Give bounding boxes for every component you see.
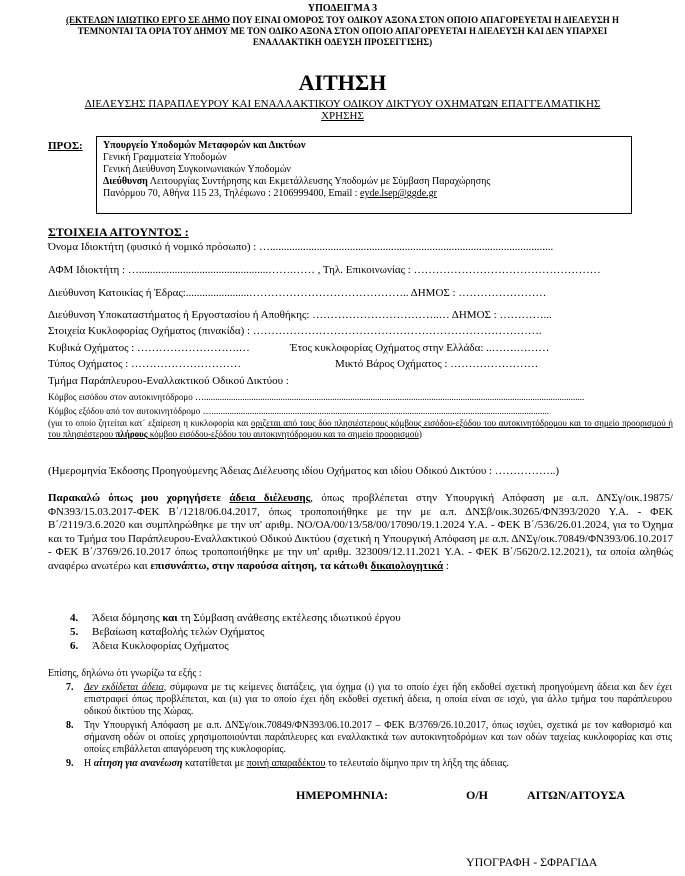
vehicle-type-field[interactable]: Τύπος Οχήματος : ………………………… [48, 358, 241, 370]
owner-name-field[interactable]: Όνομα Ιδιοκτήτη (φυσικό ή νομικό πρόσωπο) : …....................................................................................................... [48, 241, 554, 253]
document-item [70, 626, 670, 640]
header-line-1 [8, 15, 677, 26]
header-line-3: ΕΝΑΛΛΑΚΤΙΚΗ ΟΔΕΥΣΗ ΠΡΟΣΕΓΓΙΣΗΣ) [252, 37, 433, 47]
recipient-dir-label: Διεύθυνση [103, 176, 148, 187]
header-line-2: ΤΕΜΝΟΝΤΑΙ ΤΑ ΟΡΙΑ ΤΟΥ ΔΗΜΟΥ ΜΕ ΤΟΝ ΟΔΙΚΟ ΑΞΟΝΑ ΣΤΟΝ ΟΠΟΙΟ ΑΠΑΓΟΡΕΥΕΤΑΙ Η ΔΙΕΛΕΥΣΗ ΚΑΙ ΔΕΝ ΥΠΑΡΧΕΙ [77, 26, 608, 36]
declarations-intro: Επίσης, δηλώνω ότι γνωρίζω τα εξής : [48, 668, 202, 679]
document-number: 5. [70, 626, 79, 638]
note-text-bold: πλήρους [115, 429, 148, 439]
page-title: ΑΙΤΗΣΗ [298, 70, 387, 95]
declarations-list [62, 682, 672, 770]
request-paragraph [48, 492, 673, 573]
document-text-rest: τη Σύμβαση ανάθεσης εκτέλεσης ιδιωτικού έργου [177, 612, 401, 624]
request-bold-underlined: άδεια διέλευσης [229, 492, 311, 504]
declaration-underlined: Δεν εκδίδεται άδεια [84, 682, 164, 693]
header-line-1-rest: ΠΟΥ ΕΙΝΑΙ ΟΜΟΡΟΣ ΤΟΥ ΟΔΙΚΟΥ ΑΞΟΝΑ ΣΤΟΝ ΟΠΟΙΟ ΑΠΑΓΟΡΕΥΕΤΑΙ Η ΔΙΕΛΕΥΣΗ Η [229, 15, 619, 25]
header-line-1-underlined: (ΕΚΤΕΛΩΝ ΙΔΙΩΤΙΚΟ ΕΡΓΟ ΣΕ ΔΗΜΟ [66, 15, 230, 25]
recipient-email-link[interactable]: eyde.lsep@ggde.gr [360, 188, 437, 199]
document-number: 6. [70, 640, 79, 652]
recipient-line-3: Γενική Διεύθυνση Συγκοινωνιακών Υποδομών [103, 164, 291, 175]
declaration-item [62, 758, 672, 770]
date-label: ΗΜΕΡΟΜΗΝΙΑ: [296, 788, 388, 802]
oh-label: Ο/Η [466, 788, 489, 802]
declaration-bold-italic: αίτηση για ανανέωση [93, 758, 183, 769]
entry-node-field[interactable]: Κόμβος εισόδου στον αυτοκινητόδρομο …......................................................................................................................................................................... [48, 392, 585, 402]
applicant-label: ΑΙΤΩΝ/ΑΙΤΟΥΣΑ [527, 788, 626, 802]
request-attach-end: : [443, 559, 449, 572]
note-text-underlined-2: κόμβου εισόδου-εξόδου του αυτοκινητόδρομου και το σημείο προορισμού [147, 429, 419, 439]
declaration-item [62, 682, 672, 718]
declaration-underlined: ποινή απαραδέκτου [246, 758, 326, 769]
document-text-bold: και [162, 612, 178, 624]
branch-address-field[interactable]: Διεύθυνση Υποκαταστήματος ή Εργοστασίου ή Αποθήκης: ……………………………..… ΔΗΜΟΣ : …………... [48, 309, 552, 321]
recipient-label: ΠΡΟΣ: [48, 140, 83, 152]
note-text-end: ) [418, 429, 422, 439]
recipient-dir-text: Λειτουργίας Συντήρησης και Εκμετάλλευσης Υποδομών με Σύμβαση Παραχώρησης [147, 176, 491, 187]
subtitle-line-1: ΔΙΕΛΕΥΣΗΣ ΠΑΡΑΠΛΕΥΡΟΥ ΚΑΙ ΕΝΑΛΛΑΚΤΙΚΟΥ ΟΔΙΚΟΥ ΔΙΚΤΥΟΥ ΟΧΗΜΑΤΩΝ ΕΠΑΓΓΕΛΜΑΤΙΚΗΣ [84, 98, 601, 110]
document-item [70, 612, 670, 626]
vehicle-cc-field[interactable]: Κυβικά Οχήματος : ……………………….… [48, 342, 250, 354]
vehicle-plate-field[interactable]: Στοιχεία Κυκλοφορίας Οχήματος (πινακίδα) : ……………………………………………………………………. [48, 325, 542, 337]
note-text-underlined: οριζεται από τους δύο πλησιέστερους κόμβους εισόδου-εξόδου του αυτοκινητόδρομου και το σημείο προορισμού ή του πλησιέστερου [48, 418, 673, 439]
note-text-1: (για το οποίο ζητείται κατ΄ εξαίρεση η κυκλοφορία και [48, 418, 252, 428]
exit-node-field[interactable]: Κόμβος εξόδου από τον αυτοκινητόδρομο …...................................................................................................................................................... [48, 406, 550, 416]
recipient-ministry: Υπουργείο Υποδομών Μεταφορών και Δικτύων [103, 140, 306, 151]
declaration-number: 9. [66, 758, 74, 769]
declaration-number: 7. [66, 682, 74, 693]
recipient-address [103, 188, 631, 200]
document-text: Βεβαίωση καταβολής τελών Οχήματος [92, 626, 265, 638]
residence-address-field[interactable]: Διεύθυνση Κατοικίας ή Έδρας:.......................…………………………………….. ΔΗΜΟΣ : …………………… [48, 287, 547, 299]
declaration-text-mid: κατατίθεται με [182, 758, 247, 769]
recipient-directorate [103, 176, 631, 188]
applicant-heading: ΣΤΟΙΧΕΙΑ ΑΙΤΟΥΝΤΟΣ : [48, 225, 189, 239]
network-section-label: Τμήμα Παράπλευρου-Εναλλακτικού Οδικού Δικτύου : [48, 375, 289, 387]
declaration-text-end: το τελευταίο δίμηνο πριν τη λήξη της άδειας. [325, 758, 509, 769]
previous-permit-date-field[interactable]: (Ημερομηνία Έκδοσης Προηγούμενης Άδειας Διέλευσης ιδίου Οχήματος και ιδίου Οδικού Δικτύου : ……………..) [48, 465, 560, 477]
declaration-number: 8. [66, 720, 74, 731]
signature-stamp-label: ΥΠΟΓΡΑΦΗ - ΣΦΡΑΓΙΔΑ [466, 855, 598, 869]
declaration-text: , σύμφωνα με τις κείμενες διατάξεις, για όχημα (ι) για το οποίο έχει ήδη εκδοθεί σχετική προηγούμενη άδεια και δεν έχει επιστραφεί όπως προβλέπεται, και (ιι) για το οποίο έχει ήδη εκδοθεί σχετική άδεια, η οποία είναι σε ισχύ, για άλλο τμήμα του παράπλευρου οδικού δικτύου της Χώρας. [84, 682, 673, 717]
vehicle-weight-field[interactable]: Μικτό Βάρος Οχήματος : …………………… [335, 358, 539, 370]
example-title: ΥΠΟΔΕΙΓΜΑ 3 [307, 3, 378, 14]
documents-list [70, 612, 670, 654]
declaration-item [62, 720, 672, 756]
subtitle-line-2: ΧΡΗΣΗΣ [321, 110, 364, 122]
document-number: 4. [70, 612, 79, 624]
afm-phone-field[interactable]: ΑΦΜ Ιδιοκτήτη : …...............................................…….…… , Τηλ. Επικοινωνίας : …………………………………………… [48, 264, 601, 276]
document-item [70, 640, 670, 654]
request-attach-underlined: δικαιολογητικά [370, 559, 444, 572]
document-text: Άδεια δόμησης [92, 612, 163, 624]
document-text: Άδεια Κυκλοφορίας Οχήματος [92, 640, 229, 652]
declaration-text: Η [84, 758, 94, 769]
recipient-line-2: Γενική Γραμματεία Υποδομών [103, 152, 227, 163]
network-note [48, 418, 673, 440]
request-attach-bold: επισυνάπτω, στην παρούσα αίτηση, τα κάτωθι [150, 559, 371, 572]
request-bold: Παρακαλώ όπως μου χορηγήσετε [48, 492, 230, 504]
recipient-box [96, 136, 632, 214]
declaration-text: Την Υπουργική Απόφαση με α.π. ΔΝΣγ/οικ.70849/ΦΝ393/06.10.2017 – ΦΕΚ Β/3769/26.10.2017, όπως ισχύει, σχετικά με τον καθορισμό και σήμανση οδών οι οποίες χρησιμοποιούνται παράπλευρες και εναλλακτικά των αυτοκινητοδρόμων και των οδών ταχείας κυκλοφορίας και στις οποίες επιβάλλεται απαγόρευση της κυκλοφορίας. [84, 720, 672, 755]
vehicle-year-field[interactable]: Έτος κυκλοφορίας Οχήματος στην Ελλάδα: ..…….……… [290, 342, 550, 354]
request-text: , όπως προβλέπεται στην Υπουργική Απόφαση με α.π. ΔΝΣγ/οικ.19875/ΦΝ393/15.03.2017-ΦΕΚ Β΄/1218/06.04.2017, όπως τροποποιήθηκε με την με α.π. ΔΝΣβ/οικ.30265/ΦΝ393/2020 Υ.Α. - ΦΕΚ Β΄/2119/3.6.2020 και συμπληρώθηκε με την υπ' αριθμ. ΝΟ/ΟΑ/00/13/58/00/17090/19.1.2024 Υ.Α. - ΦΕΚ Β΄/536/26.01.2024, για το Όχημα και το Τμήμα του Παράπλευρου-Εναλλακτικού Οδικού Δικτύου (σχετική η Υπουργική Απόφαση με α.π. ΔΝΣγ/οικ.70849/ΦΝ393/06.10.2017 - ΦΕΚ Β΄/3769/26.10.2017 όπως τροποποιήθηκε με την υπ' αριθμ. 323009/12.11.2021 Υ.Α. - ΦΕΚ Β΄/5620/2.12.2021), τα οποία αληθώς αναφέρω ανωτέρω και [48, 492, 673, 572]
recipient-address-text: Πανόρμου 70, Αθήνα 115 23, Τηλέφωνο : 2106999400, Email : [103, 188, 361, 199]
